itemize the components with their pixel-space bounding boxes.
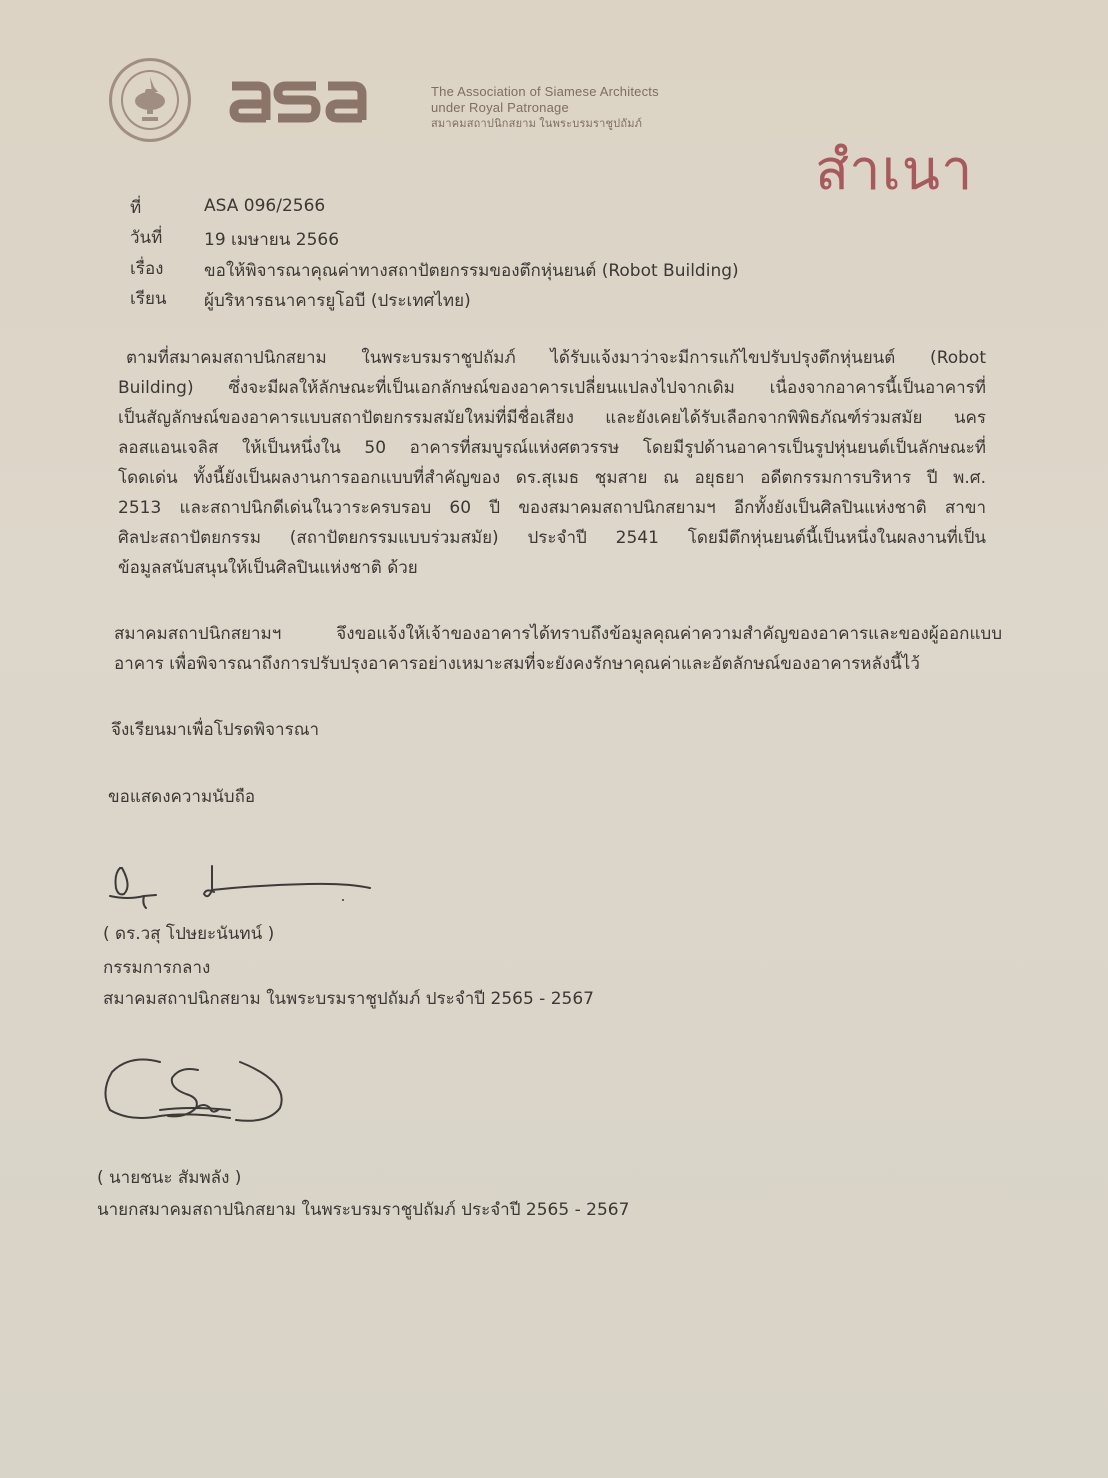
paragraph-line: สมาคมสถาปนิกสยามฯ จึงขอแจ้งให้เจ้าของอาคารได้ทราบถึงข้อมูลคุณค่าความสำคัญของอาคารและของผู้ออกแบบ (114, 624, 1002, 644)
paragraph-line: โดดเด่น ทั้งนี้ยังเป็นผลงานการออกแบบที่สำคัญของ ดร.สุเมธ ชุมสาย ณ อยุธยา อดีตกรรมการบริหาร ปี พ.ศ. (118, 468, 986, 488)
date-value: 19 เมษายน 2566 (204, 230, 340, 250)
paragraph-line: เป็นสัญลักษณ์ของอาคารแบบสถาปัตยกรรมสมัยใหม่ที่มีชื่อเสียง และยังเคยได้รับเลือกจากพิพิธภัณฑ์ร่วมสมัย นคร (118, 408, 986, 428)
paragraph-line: ศิลปะสถาปัตยกรรม (สถาปัตยกรรมแบบร่วมสมัย) ประจำปี 2541 โดยมีตึกหุ่นยนต์นี้เป็นหนึ่งในผลงานที่เป็น (118, 528, 986, 548)
body-paragraph-2 (114, 619, 1002, 679)
royal-seal-icon (109, 58, 191, 142)
signature-1 (108, 860, 383, 914)
signatory-2-position: นายกสมาคมสถาปนิกสยาม ในพระบรมราชูปถัมภ์ ประจำปี 2565 - 2567 (97, 1200, 630, 1220)
signature-2 (100, 1052, 300, 1136)
paragraph-line: 2513 และสถาปนิกดีเด่นในวาระครบรอบ 60 ปี ของสมาคมสถาปนิกสยามฯ อีกทั้งยังเป็นศิลปินแห่งชาติ สาขา (118, 498, 986, 518)
signatory-2-name: ( นายชนะ สัมพลัง ) (97, 1168, 242, 1188)
body-paragraph-1 (118, 343, 986, 583)
paragraph-line: ตามที่สมาคมสถาปนิกสยาม ในพระบรมราชูปถัมภ์ ได้รับแจ้งมาว่าจะมีการแก้ไขปรับปรุงตึกหุ่นยนต์ (Robot (126, 348, 986, 368)
asa-logo (228, 78, 370, 128)
ref-number: ASA 096/2566 (204, 196, 326, 216)
signatory-1-position: กรรมการกลาง (103, 958, 211, 978)
org-name-en-line1: The Association of Siamese Architects (431, 84, 659, 99)
subject-value: ขอให้พิจารณาคุณค่าทางสถาปัตยกรรมของตึกหุ่นยนต์ (Robot Building) (204, 261, 739, 281)
closing-line: จึงเรียนมาเพื่อโปรดพิจารณา (111, 720, 320, 740)
paragraph-line: อาคาร เพื่อพิจารณาถึงการปรับปรุงอาคารอย่างเหมาะสมที่จะยังคงรักษาคุณค่าและอัตลักษณ์ของอาคารหลังนี้ไว้ (114, 654, 920, 674)
org-name-en-line2: under Royal Patronage (431, 100, 569, 115)
paragraph-line: ข้อมูลสนับสนุนให้เป็นศิลปินแห่งชาติ ด้วย (118, 558, 418, 578)
salutation: ขอแสดงความนับถือ (108, 787, 256, 807)
recipient-value: ผู้บริหารธนาคารยูโอบี (ประเทศไทย) (204, 291, 471, 311)
date-label: วันที่ (130, 228, 163, 248)
paragraph-line: Building) ซึ่งจะมีผลให้ลักษณะที่เป็นเอกลักษณ์ของอาคารเปลี่ยนแปลงไปจากเดิม เนื่องจากอาคารนี้เป็นอาคารที่ (118, 378, 986, 398)
organization-name (431, 84, 659, 132)
org-name-th: สมาคมสถาปนิกสยาม ในพระบรมราชูปถัมภ์ (431, 118, 643, 130)
ref-label: ที่ (130, 198, 142, 218)
subject-label: เรื่อง (130, 259, 164, 279)
paragraph-line: ลอสแอนเจลิส ให้เป็นหนึ่งใน 50 อาคารที่สมบูรณ์แห่งศตวรรษ โดยมีรูปด้านอาคารเป็นรูปหุ่นยนต์เป็นลักษณะที่ (118, 438, 986, 458)
signatory-1-name: ( ดร.วสุ โปษยะนันทน์ ) (103, 924, 275, 944)
copy-stamp: สำเนา (815, 138, 974, 203)
recipient-label: เรียน (130, 289, 167, 309)
signatory-1-organization: สมาคมสถาปนิกสยาม ในพระบรมราชูปถัมภ์ ประจำปี 2565 - 2567 (103, 989, 594, 1009)
